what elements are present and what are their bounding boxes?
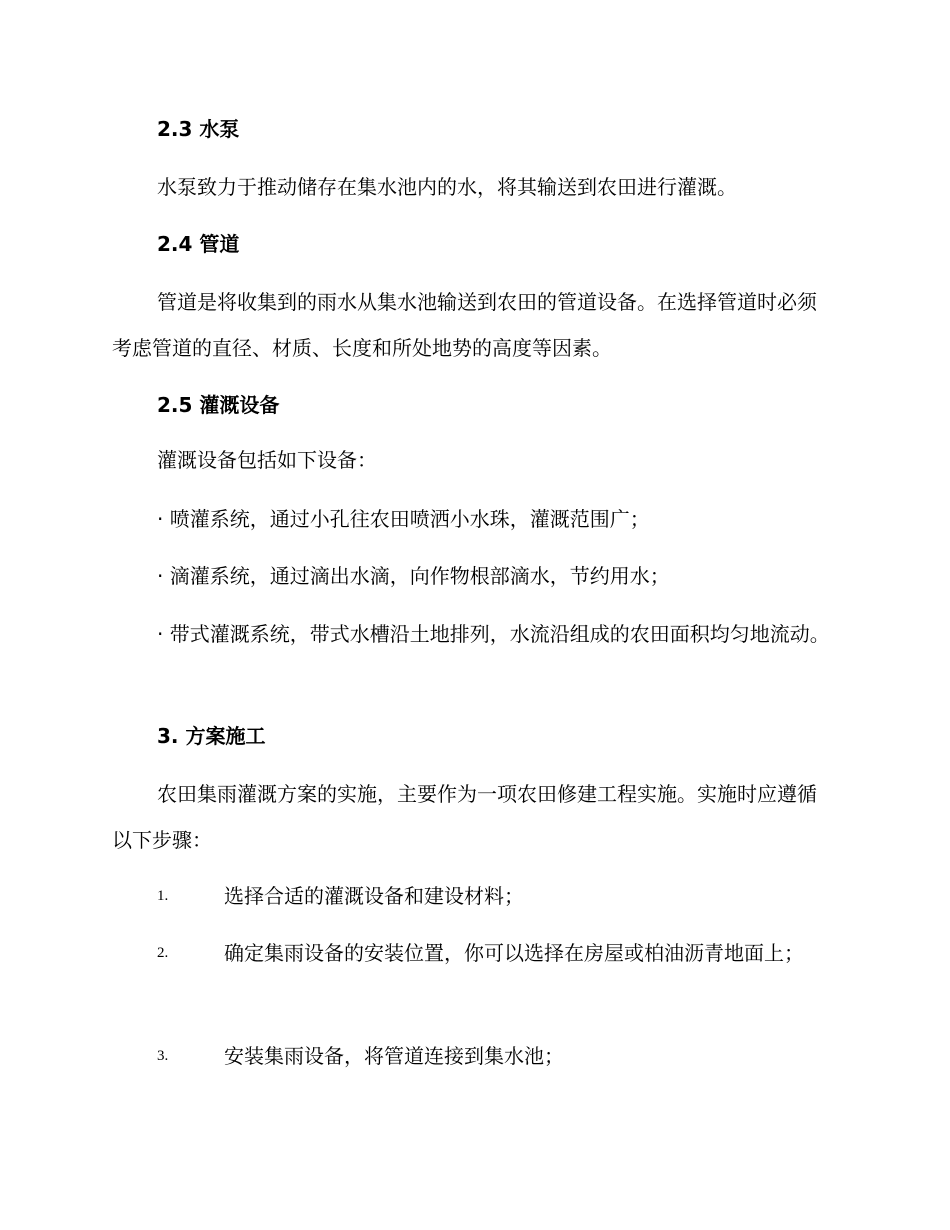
step-text: 安装集雨设备，将管道连接到集水池；	[224, 1044, 564, 1068]
section-heading-3: 3. 方案施工	[157, 724, 266, 748]
bullet-item-belt: · 带式灌溉系统，带式水槽沿土地排列，水流沿组成的农田面积均匀地流动。	[157, 622, 830, 646]
section-heading-2-4: 2.4 管道	[157, 232, 240, 256]
bullet-item-sprinkler: · 喷灌系统，通过小孔往农田喷洒小水珠，灌溉范围广；	[157, 507, 650, 531]
step-text: 确定集雨设备的安装位置，你可以选择在房屋或柏油沥青地面上；	[224, 941, 804, 965]
paragraph-irrigation-intro: 灌溉设备包括如下设备：	[157, 448, 377, 472]
numbered-step-2	[112, 930, 832, 976]
section-heading-2-3: 2.3 水泵	[157, 117, 240, 141]
section-heading-2-5: 2.5 灌溉设备	[157, 393, 280, 417]
numbered-step-3	[112, 1033, 832, 1079]
bullet-item-drip: · 滴灌系统，通过滴出水滴，向作物根部滴水，节约用水；	[157, 564, 670, 588]
numbered-step-1	[112, 873, 832, 919]
step-number: 2.	[157, 945, 169, 961]
step-number: 1.	[157, 888, 169, 904]
paragraph-pipeline: 管道是将收集到的雨水从集水池输送到农田的管道设备。在选择管道时必须考虑管道的直径、材质、长度和所处地势的高度等因素。	[112, 290, 817, 360]
paragraph-water-pump: 水泵致力于推动储存在集水池内的水，将其输送到农田进行灌溉。	[157, 175, 737, 199]
paragraph-construction: 农田集雨灌溉方案的实施，主要作为一项农田修建工程实施。实施时应遵循以下步骤：	[112, 782, 817, 852]
step-text: 选择合适的灌溉设备和建设材料；	[224, 884, 524, 908]
step-number: 3.	[157, 1048, 169, 1064]
